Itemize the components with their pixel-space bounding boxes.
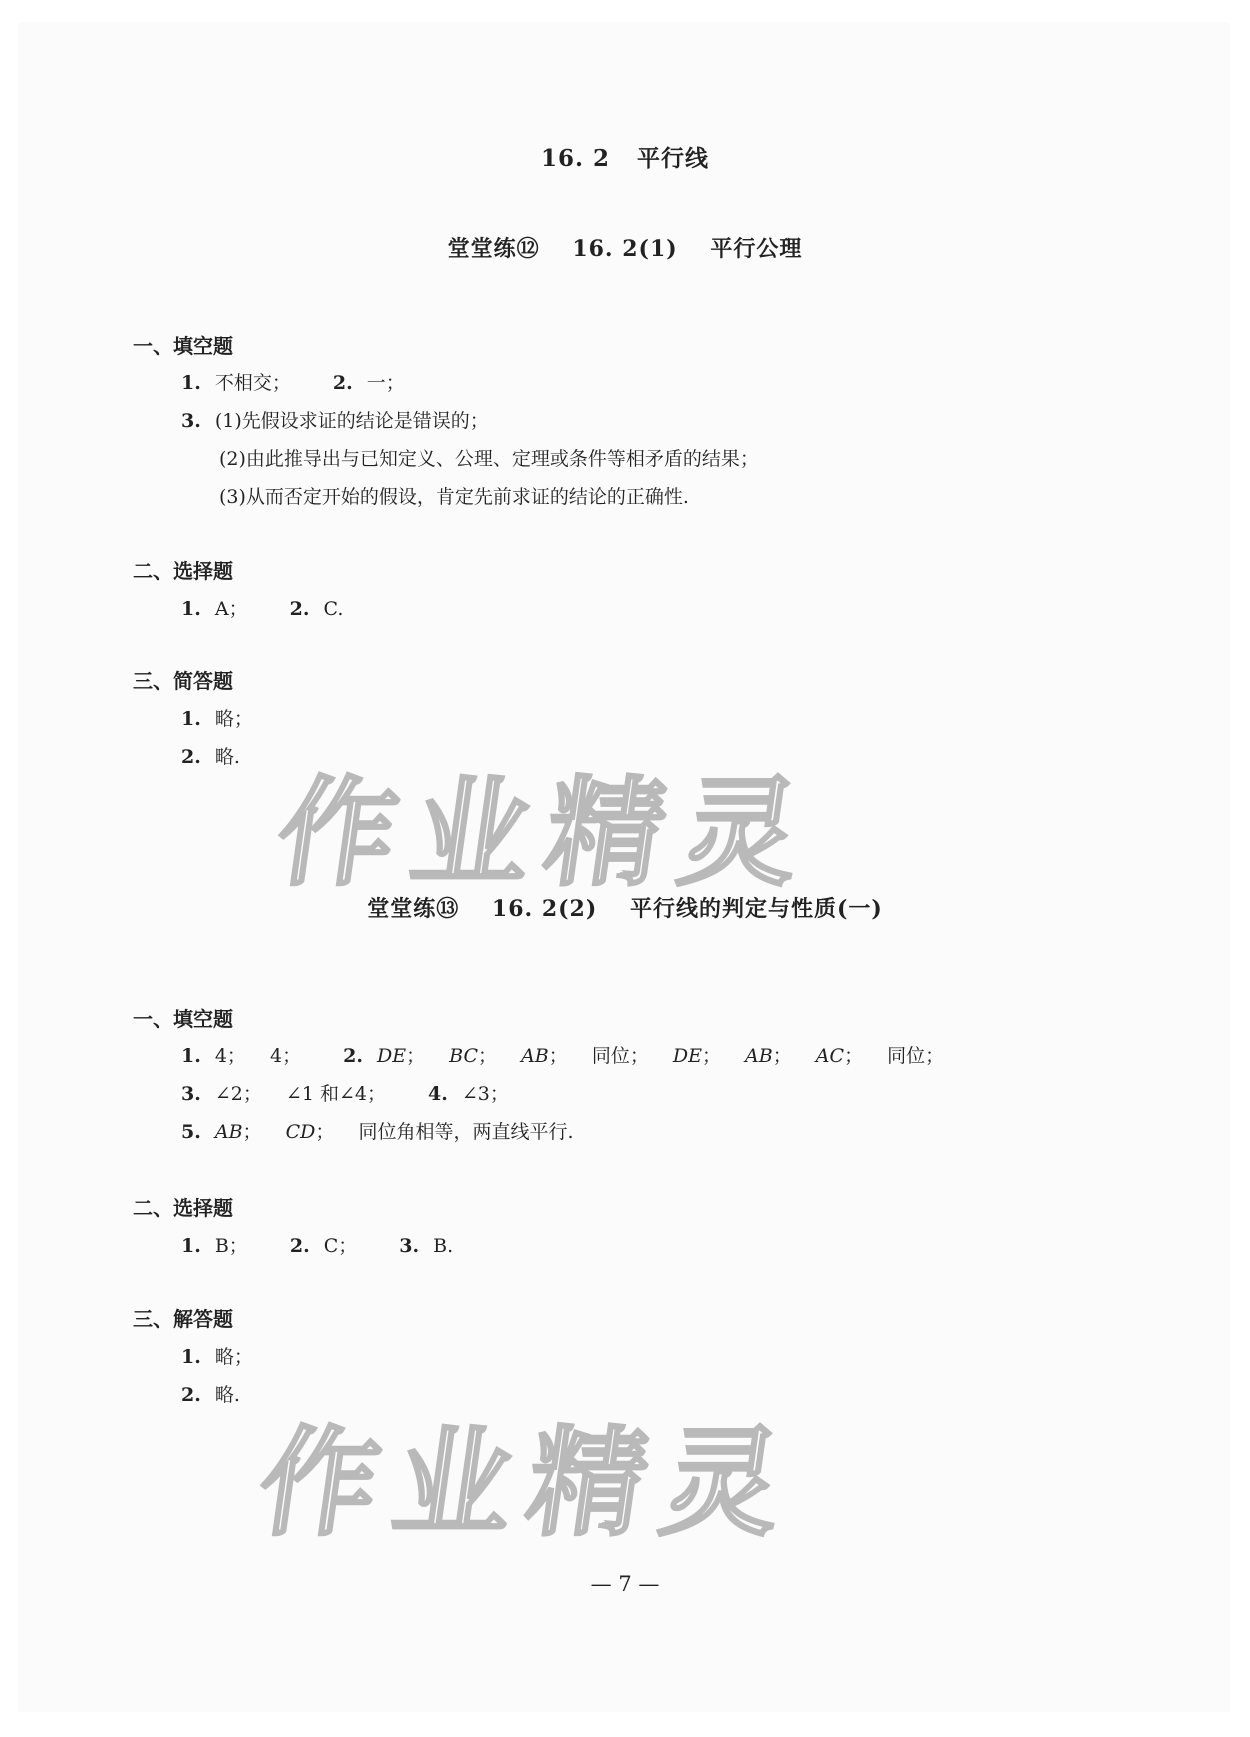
answer-text: 略.: [214, 746, 240, 768]
answer-text: B；: [214, 1235, 248, 1257]
section-number: 16. 2(2): [491, 896, 598, 922]
section-name: 平行公理: [710, 236, 803, 262]
answer-text: ∠2；: [214, 1083, 262, 1105]
item-number: 3.: [181, 1083, 201, 1105]
sep: ；: [242, 1121, 262, 1143]
answer-text: C；: [323, 1235, 358, 1257]
answer-text: (1)先假设求证的结论是错误的；: [214, 410, 489, 432]
answer-line: [181, 368, 405, 395]
answer-text: 同位；: [591, 1045, 649, 1067]
watermark-logo: 作业精灵: [268, 764, 825, 902]
answer-line: [181, 1231, 453, 1258]
var-text: AB: [745, 1045, 773, 1067]
answer-text: 不相交；: [214, 372, 291, 394]
sep: ；: [406, 1045, 426, 1067]
watermark-logo: 作业精灵: [250, 1414, 807, 1552]
item-number: 2.: [343, 1045, 363, 1067]
answer-text: 4；: [269, 1045, 302, 1067]
sep: ；: [701, 1045, 721, 1067]
section-title-1: [0, 232, 1250, 263]
item-number: 4.: [428, 1083, 448, 1105]
item-number: 5.: [181, 1121, 201, 1143]
answer-line: [181, 594, 343, 621]
heading-fill-blank: 一、填空题: [133, 1007, 233, 1031]
item-number: 2.: [332, 372, 353, 394]
answer-text: A；: [214, 598, 248, 620]
var-text: DE: [672, 1045, 702, 1067]
answer-text: 4；: [214, 1045, 246, 1067]
answer-line: [181, 1117, 573, 1144]
answer-line: [181, 1342, 253, 1369]
heading-choice: 二、选择题: [133, 559, 233, 583]
heading-short-answer: 三、简答题: [133, 669, 233, 693]
item-number: 3.: [399, 1235, 420, 1257]
item-number: 1.: [181, 1346, 201, 1368]
answer-line: (3)从而否定开始的假设，肯定先前求证的结论的正确性.: [219, 486, 689, 508]
item-number: 2.: [181, 1384, 201, 1406]
answer-text: 略；: [214, 1346, 253, 1368]
heading-solve: 三、解答题: [133, 1307, 233, 1331]
var-text: AB: [521, 1045, 549, 1067]
item-number: 1.: [181, 372, 201, 394]
chapter-title: [0, 140, 1250, 173]
chapter-name: 平行线: [637, 145, 710, 172]
var-text: AB: [214, 1121, 243, 1143]
answer-line: (2)由此推导出与已知定义、公理、定理或条件等相矛盾的结果；: [219, 448, 759, 470]
item-number: 2.: [289, 1235, 310, 1257]
section-label: 堂堂练⑬: [367, 896, 460, 922]
answer-line: [181, 1079, 509, 1106]
answer-text: C.: [323, 598, 344, 620]
answer-text: B.: [433, 1235, 454, 1257]
item-number: 2.: [289, 598, 310, 620]
item-number: 2.: [181, 746, 201, 768]
answer-text: 一；: [366, 372, 405, 394]
answer-line: [181, 704, 253, 731]
answer-text: 同位；: [887, 1045, 945, 1067]
item-number: 1.: [181, 1235, 201, 1257]
answer-text: ∠1 和∠4；: [285, 1083, 386, 1105]
chapter-number: 16. 2: [540, 145, 610, 172]
answer-line: [181, 406, 489, 433]
answer-text: 同位角相等，两直线平行.: [358, 1121, 574, 1143]
var-text: AC: [815, 1045, 845, 1067]
sep: ；: [772, 1045, 792, 1067]
answer-text: ∠3；: [461, 1083, 509, 1105]
section-number: 16. 2(1): [572, 236, 678, 262]
item-number: 1.: [181, 1045, 201, 1067]
sep: ；: [315, 1121, 335, 1143]
var-text: BC: [449, 1045, 478, 1067]
var-text: CD: [285, 1121, 316, 1143]
var-text: DE: [376, 1045, 407, 1067]
item-number: 1.: [181, 598, 201, 620]
answer-line: [181, 1380, 240, 1407]
page-number: — 7 —: [590, 1572, 660, 1596]
heading-fill-blank: 一、填空题: [133, 334, 233, 358]
answer-line: [181, 742, 240, 769]
section-label: 堂堂练⑫: [447, 236, 540, 262]
sep: ；: [478, 1045, 498, 1067]
answer-line: [181, 1041, 944, 1068]
section-title-2: [0, 892, 1250, 923]
sep: ；: [548, 1045, 568, 1067]
item-number: 1.: [181, 708, 201, 730]
answer-text: 略.: [214, 1384, 240, 1406]
sep: ；: [844, 1045, 864, 1067]
item-number: 3.: [181, 410, 201, 432]
section-name: 平行线的判定与性质(一): [629, 896, 883, 922]
answer-text: 略；: [214, 708, 253, 730]
heading-choice: 二、选择题: [133, 1196, 233, 1220]
